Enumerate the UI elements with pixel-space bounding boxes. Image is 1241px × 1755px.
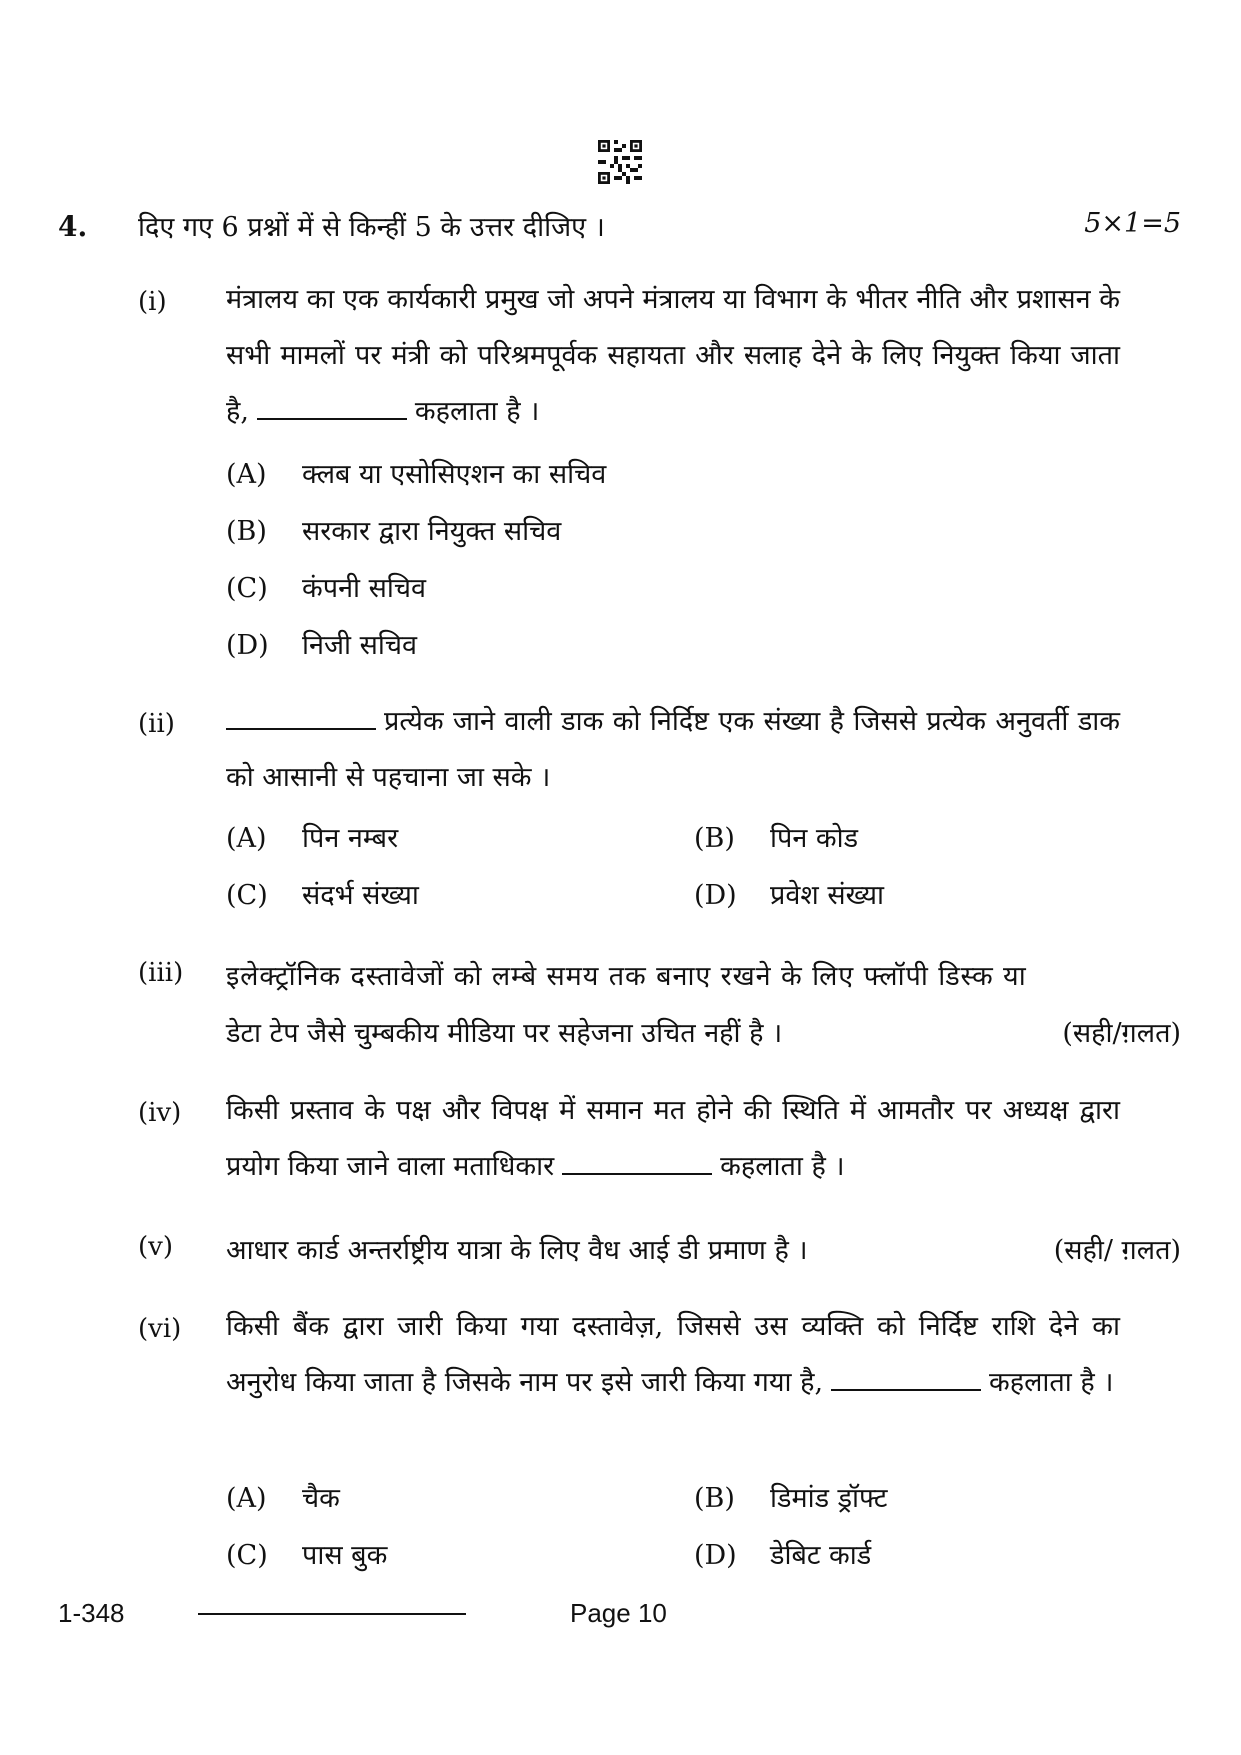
- option-vi-d: (D) डेबिट कार्ड: [694, 1540, 872, 1571]
- item-iii-line2: डेटा टेप जैसे चुम्बकीय मीडिया पर सहेजना उचित नहीं है ।: [226, 1018, 783, 1049]
- answer-blank: [562, 1149, 712, 1175]
- option-i-d: (D) निजी सचिव: [226, 630, 417, 661]
- question-number: 4.: [58, 210, 88, 243]
- answer-blank: [226, 704, 376, 730]
- item-label-iii: (iii): [138, 958, 184, 988]
- option-i-b: (B) सरकार द्वारा नियुक्त सचिव: [226, 516, 562, 547]
- item-label-i: (i): [138, 287, 167, 317]
- item-label-v: (v): [138, 1232, 173, 1262]
- item-iv-text-before: किसी प्रस्ताव के पक्ष और विपक्ष में समान मत होने की स्थिति में आमतौर पर अध्यक्ष द्वारा प्रयोग किया जाने वाला मताधिकार: [226, 1095, 1120, 1182]
- option-ii-a: (A) पिन नम्बर: [226, 823, 399, 854]
- option-i-c: (C) कंपनी सचिव: [226, 573, 427, 604]
- option-ii-b: (B) पिन कोड: [694, 823, 859, 854]
- item-v-text: आधार कार्ड अन्तर्राष्ट्रीय यात्रा के लिए वैध आई डी प्रमाण है ।: [226, 1235, 808, 1266]
- question-instruction: दिए गए 6 प्रश्नों में से किन्हीं 5 के उत्तर दीजिए ।: [138, 212, 605, 243]
- question-marks: 5×1=5: [1084, 208, 1181, 239]
- footer-divider: [198, 1613, 466, 1615]
- answer-blank: [257, 394, 407, 420]
- item-iv-text-after: कहलाता है ।: [720, 1151, 845, 1182]
- item-i-text-before: मंत्रालय का एक कार्यकारी प्रमुख जो अपने मंत्रालय या विभाग के भीतर नीति और प्रशासन के सभी मामलों पर मंत्री को परिश्रमपूर्वक सहायता और सलाह देने के लिए नियुक्त किया जाता है,: [226, 284, 1120, 427]
- option-i-a: (A) क्लब या एसोसिएशन का सचिव: [226, 459, 607, 490]
- option-vi-a: (A) चैक: [226, 1483, 340, 1514]
- item-label-iv: (iv): [138, 1098, 182, 1128]
- option-vi-c: (C) पास बुक: [226, 1540, 388, 1571]
- item-text-i: [226, 272, 1120, 440]
- item-vi-text-before: किसी बैंक द्वारा जारी किया गया दस्तावेज़, जिससे उस व्यक्ति को निर्दिष्ट राशि देने का अनुरोध किया जाता है जिसके नाम पर इसे जारी किया गया है,: [226, 1311, 1120, 1398]
- item-label-vi: (vi): [138, 1314, 182, 1344]
- item-i-text-after: कहलाता है ।: [414, 396, 540, 427]
- option-ii-d: (D) प्रवेश संख्या: [694, 880, 885, 911]
- option-vi-b: (B) डिमांड ड्रॉफ्ट: [694, 1483, 888, 1514]
- qr-code-icon: [598, 140, 642, 184]
- option-ii-c: (C) संदर्भ संख्या: [226, 880, 419, 911]
- item-text-vi: [226, 1299, 1120, 1411]
- item-text-iv: [226, 1083, 1120, 1195]
- item-text-ii: [226, 694, 1120, 806]
- true-false-hint-iii: (सही/ग़लत): [1062, 1018, 1181, 1049]
- item-label-ii: (ii): [138, 709, 175, 739]
- true-false-hint-v: (सही/ ग़लत): [1053, 1235, 1181, 1266]
- item-iii-line1: इलेक्ट्रॉनिक दस्तावेजों को लम्बे समय तक बनाए रखने के लिए फ्लॉपी डिस्क या: [226, 961, 1027, 992]
- item-vi-text-after: कहलाता है ।: [989, 1367, 1114, 1398]
- paper-code: 1-348: [58, 1598, 125, 1628]
- page-number: Page 10: [570, 1598, 667, 1628]
- item-ii-text-after: प्रत्येक जाने वाली डाक को निर्दिष्ट एक संख्या है जिससे प्रत्येक अनुवर्ती डाक को आसानी से पहचाना जा सके ।: [226, 706, 1120, 793]
- answer-blank: [831, 1365, 981, 1391]
